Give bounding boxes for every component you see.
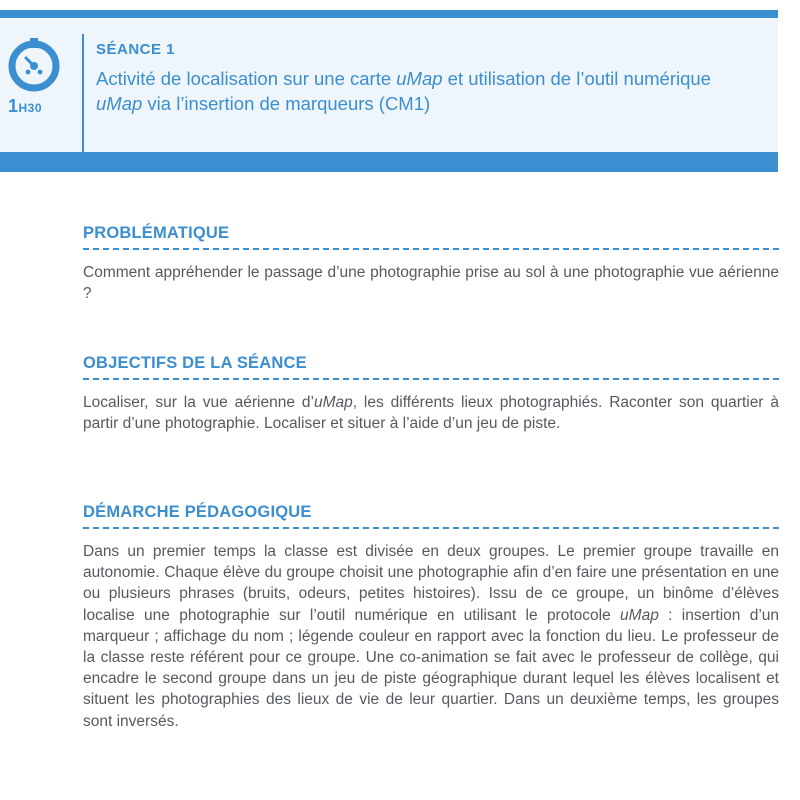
italic-text: uMap	[96, 93, 143, 114]
italic-text: uMap	[313, 394, 353, 411]
text-run: via l’insertion de marqueurs (CM1)	[142, 93, 431, 114]
header-bottom-bar	[0, 152, 778, 172]
section-objectifs	[83, 354, 779, 434]
section-body	[83, 262, 779, 304]
section-problematique	[83, 224, 779, 304]
text-run: Comment appréhender le passage d’une photographie prise au sol à une photographie vue aérienne ?	[83, 264, 779, 303]
header-divider	[82, 34, 84, 152]
clock-icon	[6, 38, 62, 94]
text-run: : insertion d’un marqueur ; affichage du nom ; légende couleur en rapport avec la fonction du lieu. Le professeur de la classe reste référent pour ce groupe. Une co-animation se fait avec le professeur de collège, qui encadre le second groupe dans un jeu de piste géographique durant lequel les élèves localisent et situent les photographies des lieux de vie de leur quartier. Dans un deuxième temps, les groupes sont inversés.	[83, 606, 780, 730]
session-label: SÉANCE 1	[96, 41, 176, 58]
section-heading: PROBLÉMATIQUE	[83, 224, 779, 250]
section-body	[83, 392, 779, 434]
italic-text: uMap	[620, 606, 659, 624]
text-run: et utilisation de l’outil numérique	[442, 68, 711, 89]
text-run: , les différents lieux photographiés. Raconter son quartier à partir d’une photographie. Localiser et situer à l’aide d’un jeu de piste.	[83, 394, 779, 433]
session-duration: 1H30	[8, 96, 43, 116]
section-heading: OBJECTIFS DE LA SÉANCE	[83, 354, 779, 380]
text-run: Activité de localisation sur une carte	[96, 68, 397, 89]
section-heading: DÉMARCHE PÉDAGOGIQUE	[83, 503, 779, 529]
section-body	[83, 541, 779, 732]
top-accent-bar	[0, 10, 778, 18]
italic-text: uMap	[396, 68, 443, 89]
text-run: Dans un premier temps la classe est divisée en deux groupes. Le premier groupe travaille en autonomie. Chaque élève du groupe choisit une photographie afin d’en faire une présentation en une ou plusieurs phrases (bruits, odeurs, petites histoires). Issu de ce groupe, un binôme d’élèves localise une photographie sur l’outil numérique en utilisant le protocole	[83, 543, 779, 624]
text-run: Localiser, sur la vue aérienne d’	[83, 394, 314, 411]
section-demarche	[83, 503, 779, 732]
session-title	[96, 66, 736, 116]
